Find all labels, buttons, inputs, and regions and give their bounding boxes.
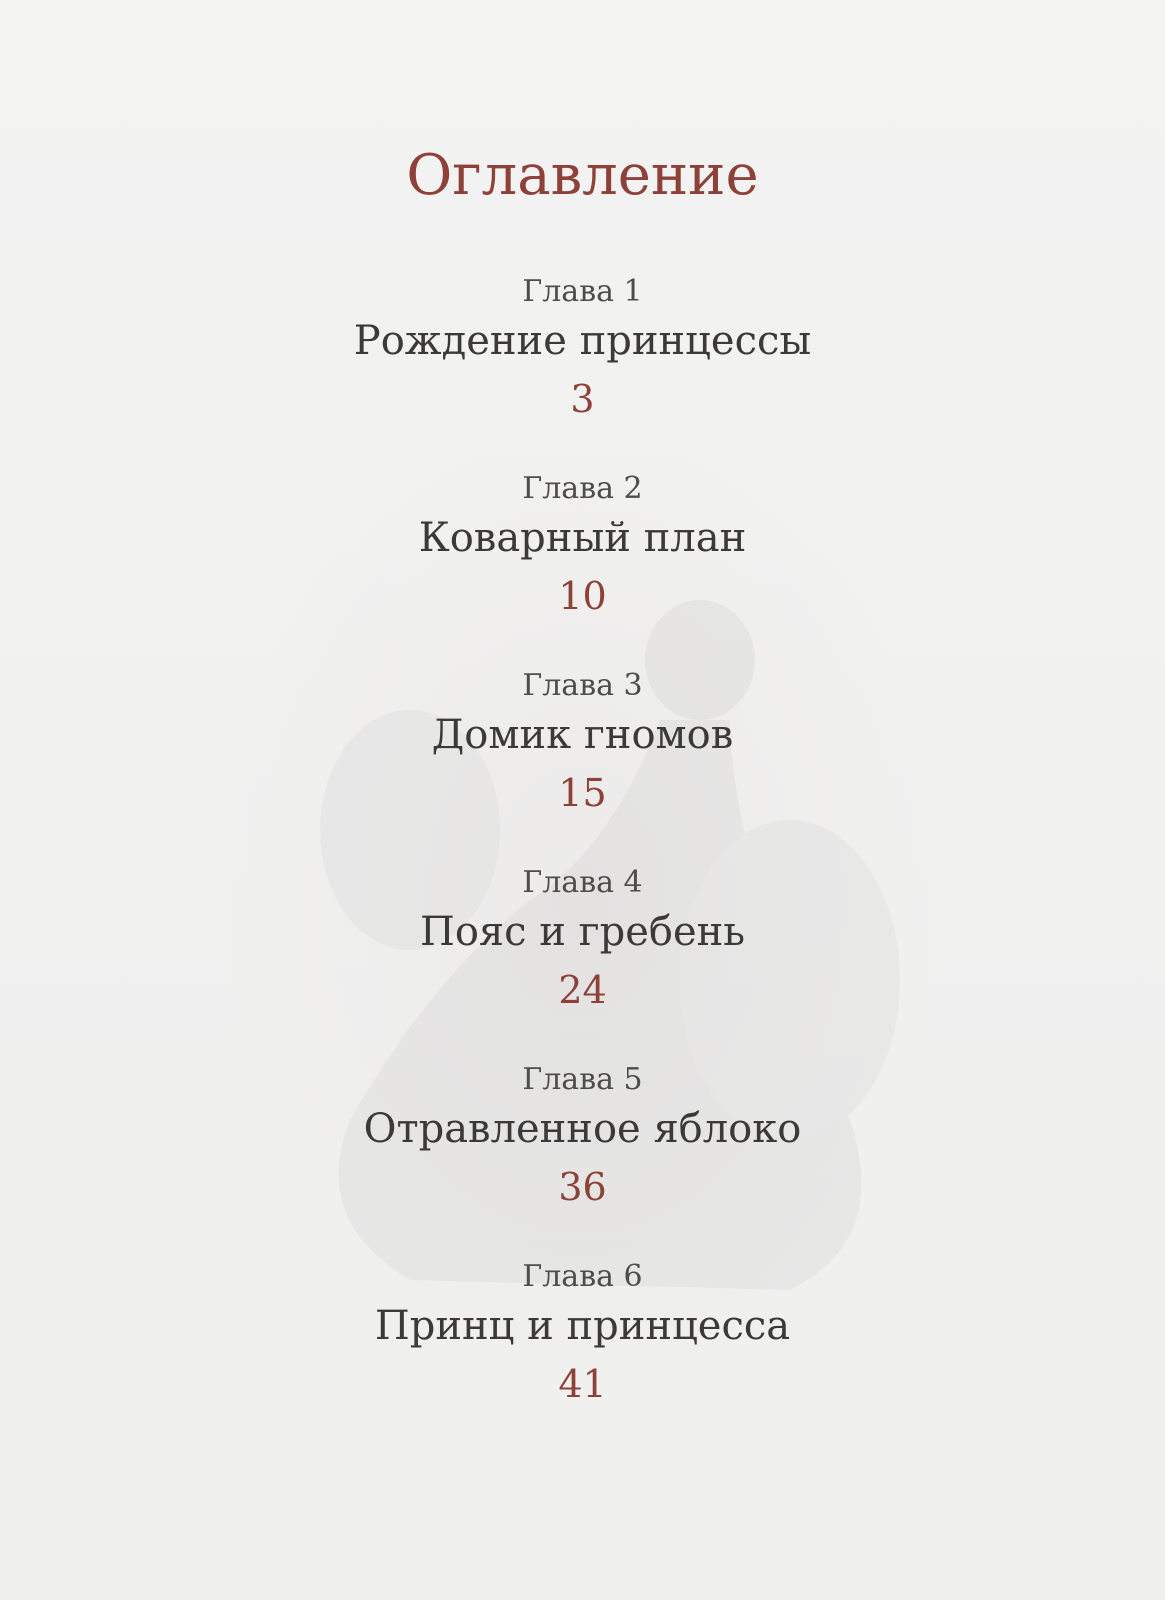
toc-entry-5[interactable] xyxy=(0,1060,1165,1235)
chapter-title: Принц и принцесса xyxy=(374,1303,791,1349)
toc-entry-6[interactable] xyxy=(0,1257,1165,1432)
chapter-page-number: 3 xyxy=(570,377,595,421)
toc-entry-2[interactable] xyxy=(0,469,1165,644)
toc-entry-3[interactable] xyxy=(0,666,1165,841)
chapter-page-number: 24 xyxy=(558,968,607,1012)
chapter-label: Глава 3 xyxy=(522,668,643,703)
chapter-page-number: 41 xyxy=(558,1362,607,1406)
chapter-title: Отравленное яблоко xyxy=(363,1106,802,1152)
chapter-title: Коварный план xyxy=(418,515,747,561)
chapter-page-number: 15 xyxy=(558,771,607,815)
chapter-label: Глава 1 xyxy=(522,274,643,309)
chapter-title: Пояс и гребень xyxy=(419,909,746,955)
chapter-page-number: 10 xyxy=(558,574,607,618)
toc-entry-4[interactable] xyxy=(0,863,1165,1038)
chapter-title: Рождение принцессы xyxy=(353,318,812,364)
chapter-page-number: 36 xyxy=(558,1165,607,1209)
chapter-label: Глава 6 xyxy=(522,1259,643,1294)
chapter-label: Глава 4 xyxy=(522,865,643,900)
chapter-title: Домик гномов xyxy=(431,712,734,758)
toc-entry-1[interactable] xyxy=(0,272,1165,447)
chapter-label: Глава 2 xyxy=(522,471,643,506)
toc-title: Оглавление xyxy=(406,143,759,208)
chapter-label: Глава 5 xyxy=(522,1062,643,1097)
